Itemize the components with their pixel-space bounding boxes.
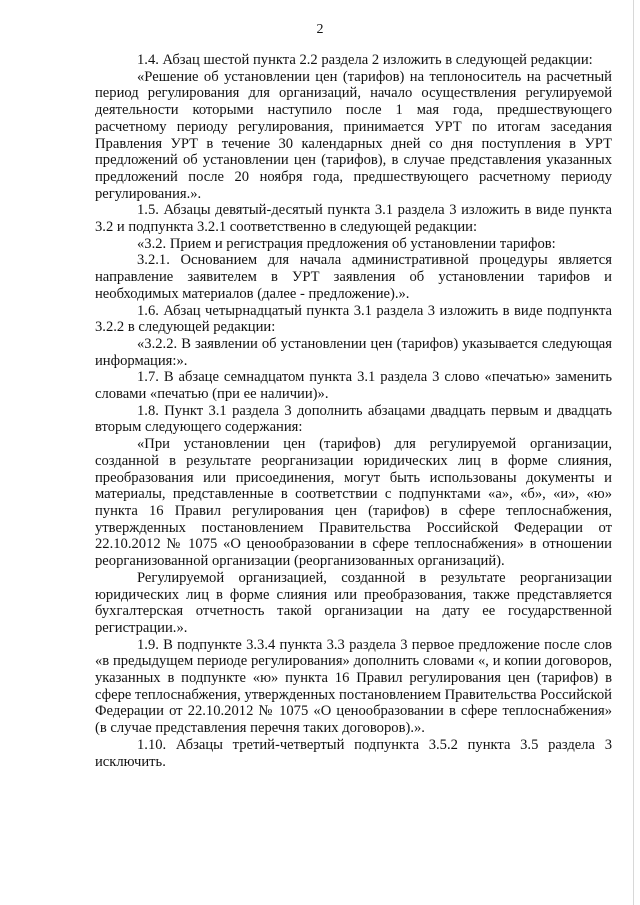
paragraph-1-9: 1.9. В подпункте 3.3.4 пункта 3.3 раздела 3 первое предложение после слов «в предыдущем периоде регулирования» дополнить словами «, и копии договоров, указанных в подпункте «ю» пункта 16 Правил регулирования цен (тарифов) в сфере теплоснабжения, утвержденных постановлением Правительства Российской Федерации от 22.10.2012 № 1075 «О ценообразовании в сфере теплоснабжения» (в случае представления перечня таких договоров).». [95, 636, 612, 737]
paragraph-1-7: 1.7. В абзаце семнадцатом пункта 3.1 раздела 3 слово «печатью» заменить словами «печатью (при ее наличии)». [95, 369, 612, 403]
paragraph-1-5: 1.5. Абзацы девятый-десятый пункта 3.1 раздела 3 изложить в виде пункта 3.2 и подпункта 3.2.1 соответственно в следующей редакции: [95, 202, 612, 236]
paragraph-quote-tariffs: «При установлении цен (тарифов) для регулируемой организации, созданной в результате реорганизации юридических лиц в форме слияния, преобразования или присоединения, могут быть использованы документы и материалы, представленные в соответствии с подпунктами «а», «б», «и», «ю» пункта 16 Правил регулирования цен (тарифов) в сфере теплоснабжения, утвержденных постановлением Правительства Российской Федерации от 22.10.2012 № 1075 «О ценообразовании в сфере теплоснабжения» в отношении реорганизованной организации (реорганизованных организаций). [95, 436, 612, 570]
paragraph-quote-3-2: «3.2. Прием и регистрация предложения об установлении тарифов: [137, 235, 556, 252]
paragraph-regulated-org: Регулируемой организацией, созданной в результате реорганизации юридических лиц в форме слияния или преобразования, также представляется бухгалтерская отчетность такой организации на дату ее государственной регистрации.». [95, 569, 612, 636]
paragraph-1-8: 1.8. Пункт 3.1 раздела 3 дополнить абзацами двадцать первым и двадцать вторым следующего содержания: [95, 402, 612, 436]
paragraph-1-6: 1.6. Абзац четырнадцатый пункта 3.1 раздела 3 изложить в виде подпункта 3.2.2 в следующей редакции: [95, 302, 612, 336]
page-number: 2 [316, 22, 324, 37]
page-edge-line [633, 0, 634, 905]
paragraph-3-2-1: 3.2.1. Основанием для начала административной процедуры является направление заявителем в УРТ заявления об установлении тарифов и необходимых материалов (далее - предложение).». [95, 252, 612, 302]
paragraph-1-4: 1.4. Абзац шестой пункта 2.2 раздела 2 изложить в следующей редакции: [137, 52, 593, 68]
paragraph-quote-decision: «Решение об установлении цен (тарифов) на теплоноситель на расчетный период регулирования для организаций, начало осуществления регулируемой деятельности которыми наступило после 1 мая года, предшествующего расчетному периоду регулирования, принимается УРТ по итогам заседания Правления УРТ в течение 30 календарных дней со дня поступления в УРТ предложений об установлении цен (тарифов), в случае представления указанных предложений после 20 ноября года, предшествующего расчетному периоду регулирования.». [95, 68, 612, 202]
paragraph-1-10: 1.10. Абзацы третий-четвертый подпункта 3.5.2 пункта 3.5 раздела 3 исключить. [95, 736, 612, 770]
paragraph-quote-3-2-2: «3.2.2. В заявлении об установлении цен (тарифов) указывается следующая информация:». [95, 335, 612, 369]
